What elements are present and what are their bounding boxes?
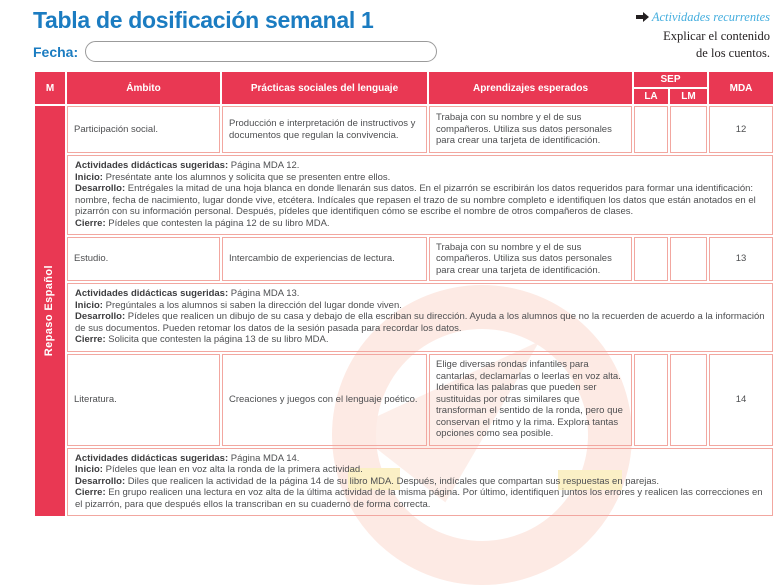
- cell-practicas: Creaciones y juegos con el lenguaje poético.: [222, 354, 427, 446]
- column-header-sep: SEP: [634, 72, 707, 87]
- cierre-text: En grupo realicen una lectura en voz alta de la última actividad de la misma página. Por último, identifiquen juntos los errores y realicen las correcciones en el pizarrón, para que después ellos la transcriban en su cuaderno de forma correcta.: [75, 487, 763, 510]
- cell-ambito: Participación social.: [67, 106, 220, 153]
- desarrollo-text: Pídeles que realicen un dibujo de su casa y debajo de ella escriban su dirección. Ayuda a los alumnos que no la recuerden de acuerdo a la información de sus documentos. Pueden retomar los datos de la sesión pasada para recordar los datos.: [75, 311, 765, 334]
- cell-aprendizajes: Elige diversas rondas infantiles para cantarlas, declamarlas o leerlas en voz alta. Identifica las palabras que pueden ser sustituidas por otras similares que transforman el sentido de la ronda, pero que conservan el ritmo y la rima. Explora tantas opciones como sea posible.: [429, 354, 632, 446]
- cell-aprendizajes: Trabaja con su nombre y el de sus compañeros. Utiliza sus datos personales para crear una tarjeta de identificación.: [429, 106, 632, 153]
- activities-page: Página MDA 13.: [230, 288, 300, 299]
- inicio-text: Pídeles que lean en voz alta la ronda de la primera actividad.: [105, 464, 363, 475]
- table-row: [35, 237, 773, 281]
- fecha-input[interactable]: [85, 41, 437, 62]
- column-header-aprendizajes: Aprendizajes esperados: [429, 72, 632, 104]
- dosage-table: [33, 70, 779, 518]
- desarrollo-label: Desarrollo:: [75, 475, 126, 487]
- desarrollo-label: Desarrollo:: [75, 311, 126, 322]
- cell-la: [634, 354, 668, 446]
- activities-page: Página MDA 12.: [230, 160, 300, 171]
- column-header-m: M: [35, 72, 65, 104]
- activities-label: Actividades didácticas sugeridas:: [75, 160, 229, 171]
- activities-page: Página MDA 14.: [230, 452, 300, 464]
- page-title: Tabla de dosificación semanal 1: [33, 7, 374, 33]
- column-header-practicas: Prácticas sociales del lenguaje: [222, 72, 427, 104]
- recurrent-activities-text-line1: Explicar el contenido: [663, 28, 770, 43]
- cierre-label: Cierre:: [75, 217, 106, 229]
- side-bar-label: Repaso Español: [43, 265, 56, 357]
- column-header-la: LA: [634, 89, 668, 104]
- cell-lm: [670, 106, 707, 153]
- cierre-label: Cierre:: [75, 334, 106, 345]
- cell-ambito: Literatura.: [67, 354, 220, 446]
- cell-la: [634, 106, 668, 153]
- activities-label: Actividades didácticas sugeridas:: [75, 452, 229, 464]
- desarrollo-label: Desarrollo:: [75, 183, 126, 194]
- cierre-label: Cierre:: [75, 487, 106, 498]
- inicio-label: Inicio:: [75, 299, 103, 311]
- inicio-label: Inicio:: [75, 171, 103, 183]
- side-bar-repaso-espanol: [35, 106, 65, 516]
- cell-mda: 14: [709, 354, 773, 446]
- table-row-activities: [35, 155, 773, 235]
- cell-activities: [67, 155, 773, 235]
- cell-ambito: Estudio.: [67, 237, 220, 281]
- table-row-activities: [35, 448, 773, 517]
- cell-lm: [670, 354, 707, 446]
- table-row: [35, 354, 773, 446]
- cierre-text: Solicita que contesten la página 13 de su libro MDA.: [108, 334, 329, 345]
- recurrent-activities-text-line2: de los cuentos.: [696, 46, 770, 60]
- column-header-lm: LM: [670, 89, 707, 104]
- fecha-label: Fecha:: [33, 43, 79, 60]
- inicio-text: Pregúntales a los alumnos si saben la dirección del lugar donde viven.: [105, 299, 402, 311]
- cell-la: [634, 237, 668, 281]
- cell-activities: [67, 448, 773, 517]
- table-row-activities: [35, 283, 773, 352]
- cell-mda: 12: [709, 106, 773, 153]
- cierre-text: Pídeles que contesten la página 12 de su libro MDA.: [108, 217, 330, 229]
- recurrent-activities-link[interactable]: Actividades recurrentes: [651, 10, 770, 24]
- cell-mda: 13: [709, 237, 773, 281]
- cell-activities: [67, 283, 773, 352]
- inicio-label: Inicio:: [75, 464, 103, 475]
- column-header-ambito: Ámbito: [67, 72, 220, 104]
- desarrollo-text: Entrégales la mitad de una hoja blanca en donde llenarán sus datos. En el pizarrón se escribirán los datos requeridos para formar una identificación: nombre, fecha de nacimiento, lugar donde vive, etcétera. Indícales que repasen el trazo de su nombre completo e identifiquen los datos que están anotados en el pizarrón con su información personal. Después, pídeles que identifiquen cómo se escribe el nombre de otros compañeros de clases.: [75, 183, 756, 217]
- cell-aprendizajes: Trabaja con su nombre y el de sus compañeros. Utiliza sus datos personales para crear una tarjeta de identificación.: [429, 237, 632, 281]
- desarrollo-text: Diles que realicen la actividad de la página 14 de su libro MDA. Después, indícales que compartan sus respuestas en parejas.: [127, 475, 660, 487]
- inicio-text: Preséntate ante los alumnos y solicita que se presenten entre ellos.: [105, 171, 391, 183]
- table-row: [35, 106, 773, 153]
- cell-lm: [670, 237, 707, 281]
- column-header-mda: MDA: [709, 72, 773, 104]
- cell-practicas: Intercambio de experiencias de lectura.: [222, 237, 427, 281]
- cell-practicas: Producción e interpretación de instructivos y documentos que regulan la convivencia.: [222, 106, 427, 153]
- activities-label: Actividades didácticas sugeridas:: [75, 288, 229, 299]
